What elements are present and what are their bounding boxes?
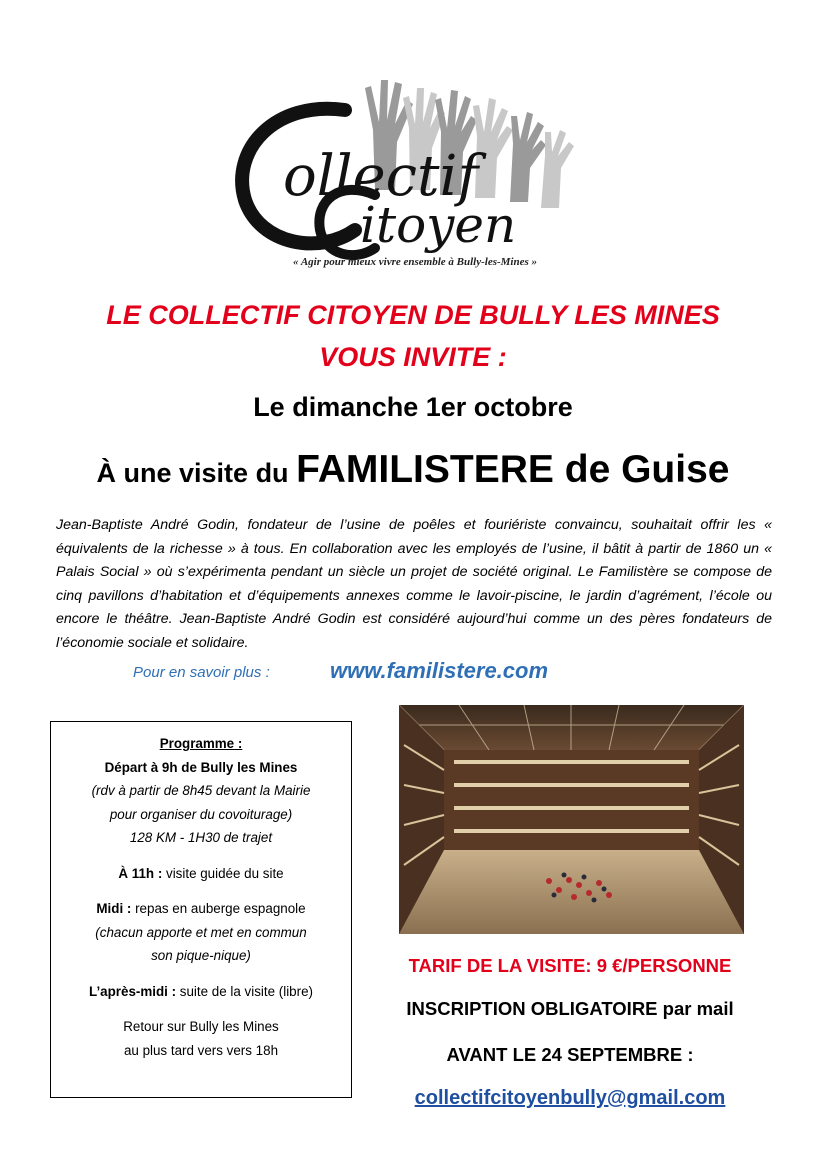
program-midi-note-1: (chacun apporte et met en commun [95, 924, 307, 940]
program-distance: 128 KM - 1H30 de trajet [129, 830, 273, 845]
visit-prefix: À une visite du [96, 458, 297, 488]
svg-text:itoyen: itoyen [360, 196, 517, 254]
program-11h: À 11h : visite guidée du site [118, 865, 284, 881]
visit-title [0, 448, 826, 492]
registration-deadline: AVANT LE 24 SEPTEMBRE : [446, 1044, 694, 1065]
registration-notice: INSCRIPTION OBLIGATOIRE par mail [406, 998, 734, 1019]
description-paragraph: Jean-Baptiste André Godin, fondateur de l’usine de poêles et fouriériste convaincu, souhaitait offrir les « équivalents de la richesse » à tous. En collaboration avec les employés de l’usine, il bâtit à partir de 1860 un « Palais Social » où s’expérimenta pendant un siècle un projet de société original. Le Familistère se compose de cinq pavillons d’habitation et d’équipements annexes comme le lavoir-piscine, le jardin d’agrément, l’école ou encore le théâtre. Jean-Baptiste André Godin est considéré aujourd’hui comme un des pères fondateurs de l’économie sociale et solidaire. [56, 517, 772, 651]
program-midi: Midi : repas en auberge espagnole [96, 901, 306, 916]
headline-line-2: VOUS INVITE : [319, 342, 507, 372]
price-info: TARIF DE LA VISITE: 9 €/PERSONNE [408, 955, 732, 976]
website-link[interactable]: www.familistere.com [330, 658, 549, 683]
svg-text:ollectif: ollectif [283, 144, 479, 209]
familistere-courtyard-image [399, 705, 744, 934]
headline-line-1: LE COLLECTIF CITOYEN DE BULLY LES MINES [106, 300, 720, 330]
collectif-citoyen-logo [225, 70, 605, 280]
program-rdv-line-1: (rdv à partir de 8h45 devant la Mairie [91, 783, 311, 798]
more-info-label: Pour en savoir plus : [133, 664, 270, 681]
program-return-2: au plus tard vers vers 18h [123, 1042, 279, 1058]
program-rdv-line-2: pour organiser du covoiturage) [109, 806, 293, 822]
program-box [50, 721, 352, 1098]
program-afternoon: L’après-midi : suite de la visite (libre) [89, 983, 313, 999]
program-departure: Départ à 9h de Bully les Mines [104, 759, 298, 775]
familistere-photo [399, 705, 744, 934]
logo-tagline: « Agir pour mieux vivre ensemble à Bully-les-Mines » [292, 256, 538, 268]
visit-name: FAMILISTERE de Guise [296, 448, 730, 491]
contact-email-link[interactable]: collectifcitoyenbully@gmail.com [414, 1087, 726, 1109]
program-midi-note-2: son pique-nique) [151, 948, 251, 963]
program-return-1: Retour sur Bully les Mines [123, 1019, 279, 1034]
program-title: Programme : [159, 736, 243, 751]
event-date: Le dimanche 1er octobre [253, 392, 573, 422]
hands-logo-graphic [225, 70, 605, 280]
